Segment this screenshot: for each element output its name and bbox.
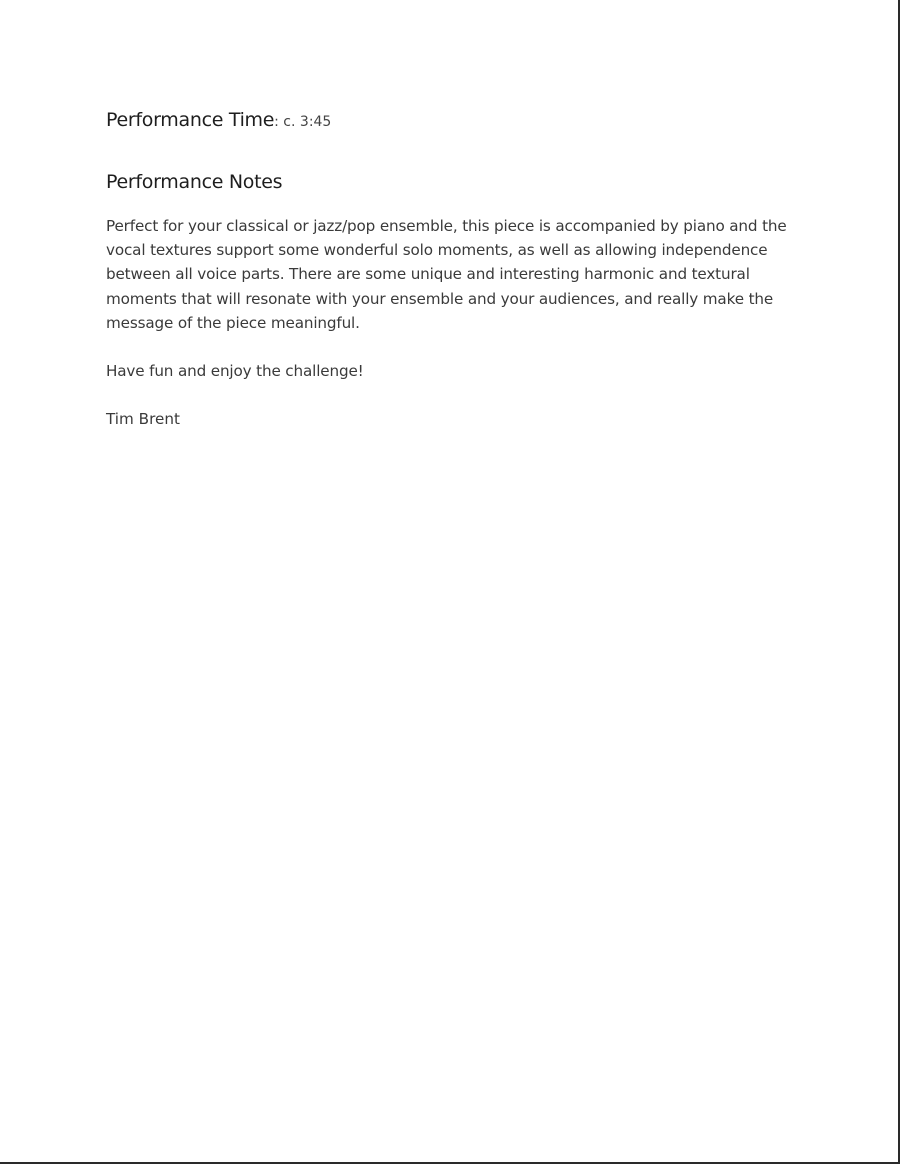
performance-notes-heading: Performance Notes	[106, 171, 283, 193]
performance-notes-paragraph: Perfect for your classical or jazz/pop ensemble, this piece is accompanied by piano and the vocal textures support some wonderful solo moments, as well as allowing independence between all voice parts. There are some unique and interesting harmonic and textural moments that will resonate with your ensemble and your audiences, and really make the message of the piece meaningful.	[106, 217, 787, 332]
performance-time-value: : c. 3:45	[274, 114, 332, 130]
performance-time	[106, 106, 806, 136]
author-signature: Tim Brent	[106, 410, 180, 429]
closing-line: Have fun and enjoy the challenge!	[106, 362, 364, 381]
page-content	[106, 106, 806, 431]
performance-time-label: Performance Time	[106, 109, 275, 131]
